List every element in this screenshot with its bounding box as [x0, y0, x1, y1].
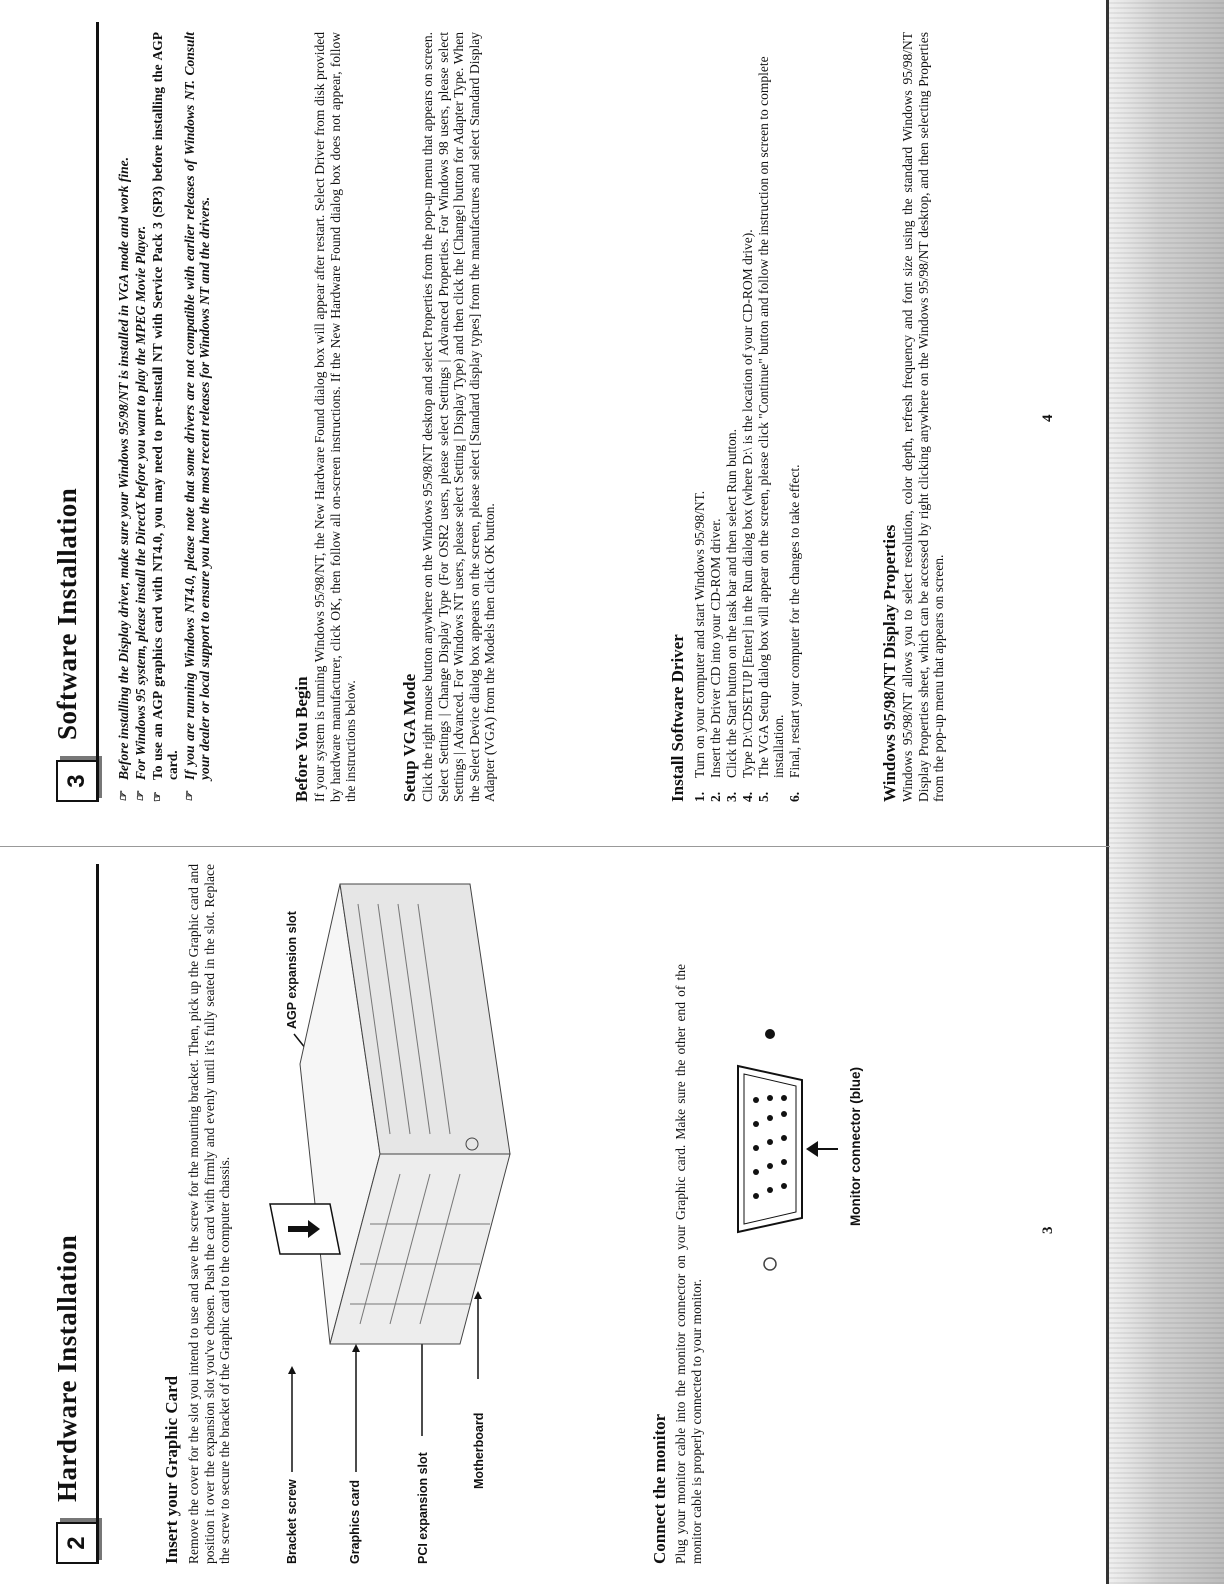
title-rule	[96, 22, 99, 802]
hand-pointer-icon: ☞	[133, 791, 147, 802]
step-item: 1. Turn on your computer and start Windows 95/98/NT.	[692, 490, 707, 802]
label-monitor-connector: Monitor connector (blue)	[848, 1067, 863, 1226]
card-install-diagram	[260, 846, 530, 1584]
step-item: 2. Insert the Driver CD into your CD-ROM driver.	[708, 518, 723, 802]
insert-card-text: Remove the cover for the slot you intend to use and save the screw for the mounting bracket. Then, pick up the Graphic card and position it over the expansion slot you've chosen. Push the card with firmly and evenly until it's fully seated in the slot. Replace the screw to secure the bracket of the Graphic card to the computer chassis.	[186, 864, 232, 1564]
page-number-right: 4	[1040, 414, 1056, 422]
monitor-connector-diagram	[720, 1004, 840, 1284]
software-installation-page	[0, 0, 1110, 832]
note-item: ☞ For Windows 95 system, please install the DirectX before you want to play the MPEG Movie Player.	[133, 225, 148, 802]
chapter-number-box: 3	[56, 760, 98, 802]
hand-pointer-icon: ☞	[116, 791, 130, 802]
title-rule	[96, 864, 99, 1564]
connect-monitor-text: Plug your monitor cable into the monitor connector on your Graphic card. Make sure the other end of the monitor cable is properly connected to your monitor.	[673, 964, 704, 1564]
chapter-title: Software Installation	[52, 487, 82, 740]
section-heading-connect-monitor: Connect the monitor	[650, 1413, 669, 1564]
install-steps	[692, 42, 803, 802]
chapter-number-box: 2	[56, 1522, 98, 1564]
note-item: ☞ Before installing the Display driver, make sure your Windows 95/98/NT is installed in VGA mode and work fine.	[116, 157, 131, 802]
screw-left	[764, 1258, 776, 1270]
chapter-title: Hardware Installation	[52, 1234, 82, 1502]
page-number-left: 3	[1040, 1226, 1056, 1234]
installation-notes	[116, 32, 214, 802]
note-item: ☞ To use an AGP graphics card with NT4.0, you may need to pre-install NT with Service Pack 3 (SP3) before installing the AGP card.	[150, 32, 180, 802]
hand-pointer-icon: ☞	[150, 791, 164, 802]
step-item: 4. Type D:\CDSETUP [Enter] in the Run dialog box (where D:\ is the location of your CD-ROM drive).	[740, 229, 755, 802]
label-bracket-screw: Bracket screw	[285, 1479, 299, 1564]
setup-vga-text: Click the right mouse button anywhere on the Windows 95/98/NT desktop and select Properties from the pop-up menu that appears on screen. Select Settings | Change Display Type (For OSR2 users, please select Settings | Advanced Properties. For Windows 98 users, please select Settings | Advanced. For Windows NT users, please select Setting | Display Type) and then click the [Change] button for Adapter Type. When the Select Device dialog box appears on the screen, please select [Standard display types] from the manufactures and select Standard Display Adapter (VGA) from the Models then click OK button.	[420, 32, 497, 802]
step-item: 3. Click the Start button on the task bar and then select Run button.	[724, 428, 739, 802]
before-you-begin-text: If your system is running Windows 95/98/NT, the New Hardware Found dialog box will appear after restart. Select Driver from disk provided by hardware manufacturer, click OK, then follow all on-screen instructions. If the New Hardware Found dialog box does not appear, follow the instructions below.	[312, 32, 358, 802]
note-item: ☞ If you are running Windows NT4.0, please note that some drivers are not compatible with earlier releases of Windows NT. Consult your dealer or local support to ensure you have the most recent releases for Windows NT and the drivers.	[182, 32, 212, 802]
label-pci-slot: PCI expansion slot	[416, 1452, 430, 1564]
label-motherboard: Motherboard	[472, 1412, 486, 1489]
label-agp-slot: AGP expansion slot	[285, 911, 299, 1029]
section-heading-insert-card: Insert your Graphic Card	[162, 1375, 181, 1564]
hand-pointer-icon: ☞	[182, 791, 196, 802]
screw-right	[765, 1029, 775, 1039]
label-graphics-card: Graphics card	[348, 1479, 362, 1564]
display-properties-text: Windows 95/98/NT allows you to select resolution, color depth, refresh frequency and font size using the standard Windows 95/98/NT Display Properties sheet, which can be accessed by right clicking anywhere on the Windows 95/98/NT desktop, and then selecting Properties from the pop-up menu that appears on screen.	[900, 32, 946, 802]
section-heading-display-properties: Windows 95/98/NT Display Properties	[880, 524, 899, 802]
vga-port-shell	[738, 1066, 802, 1232]
section-heading-install-driver: Install Software Driver	[668, 634, 687, 802]
section-heading-before-you-begin: Before You Begin	[292, 676, 311, 802]
step-item: 6. Final, restart your computer for the changes to take effect.	[787, 464, 802, 802]
hardware-installation-page	[0, 846, 1110, 1584]
scan-edge-shadow	[1106, 0, 1224, 1584]
section-heading-setup-vga: Setup VGA Mode	[400, 673, 419, 802]
step-item: 5. The VGA Setup dialog box will appear on the screen, please click "Continue" button and follow the instruction on screen to complete installation.	[756, 56, 786, 802]
